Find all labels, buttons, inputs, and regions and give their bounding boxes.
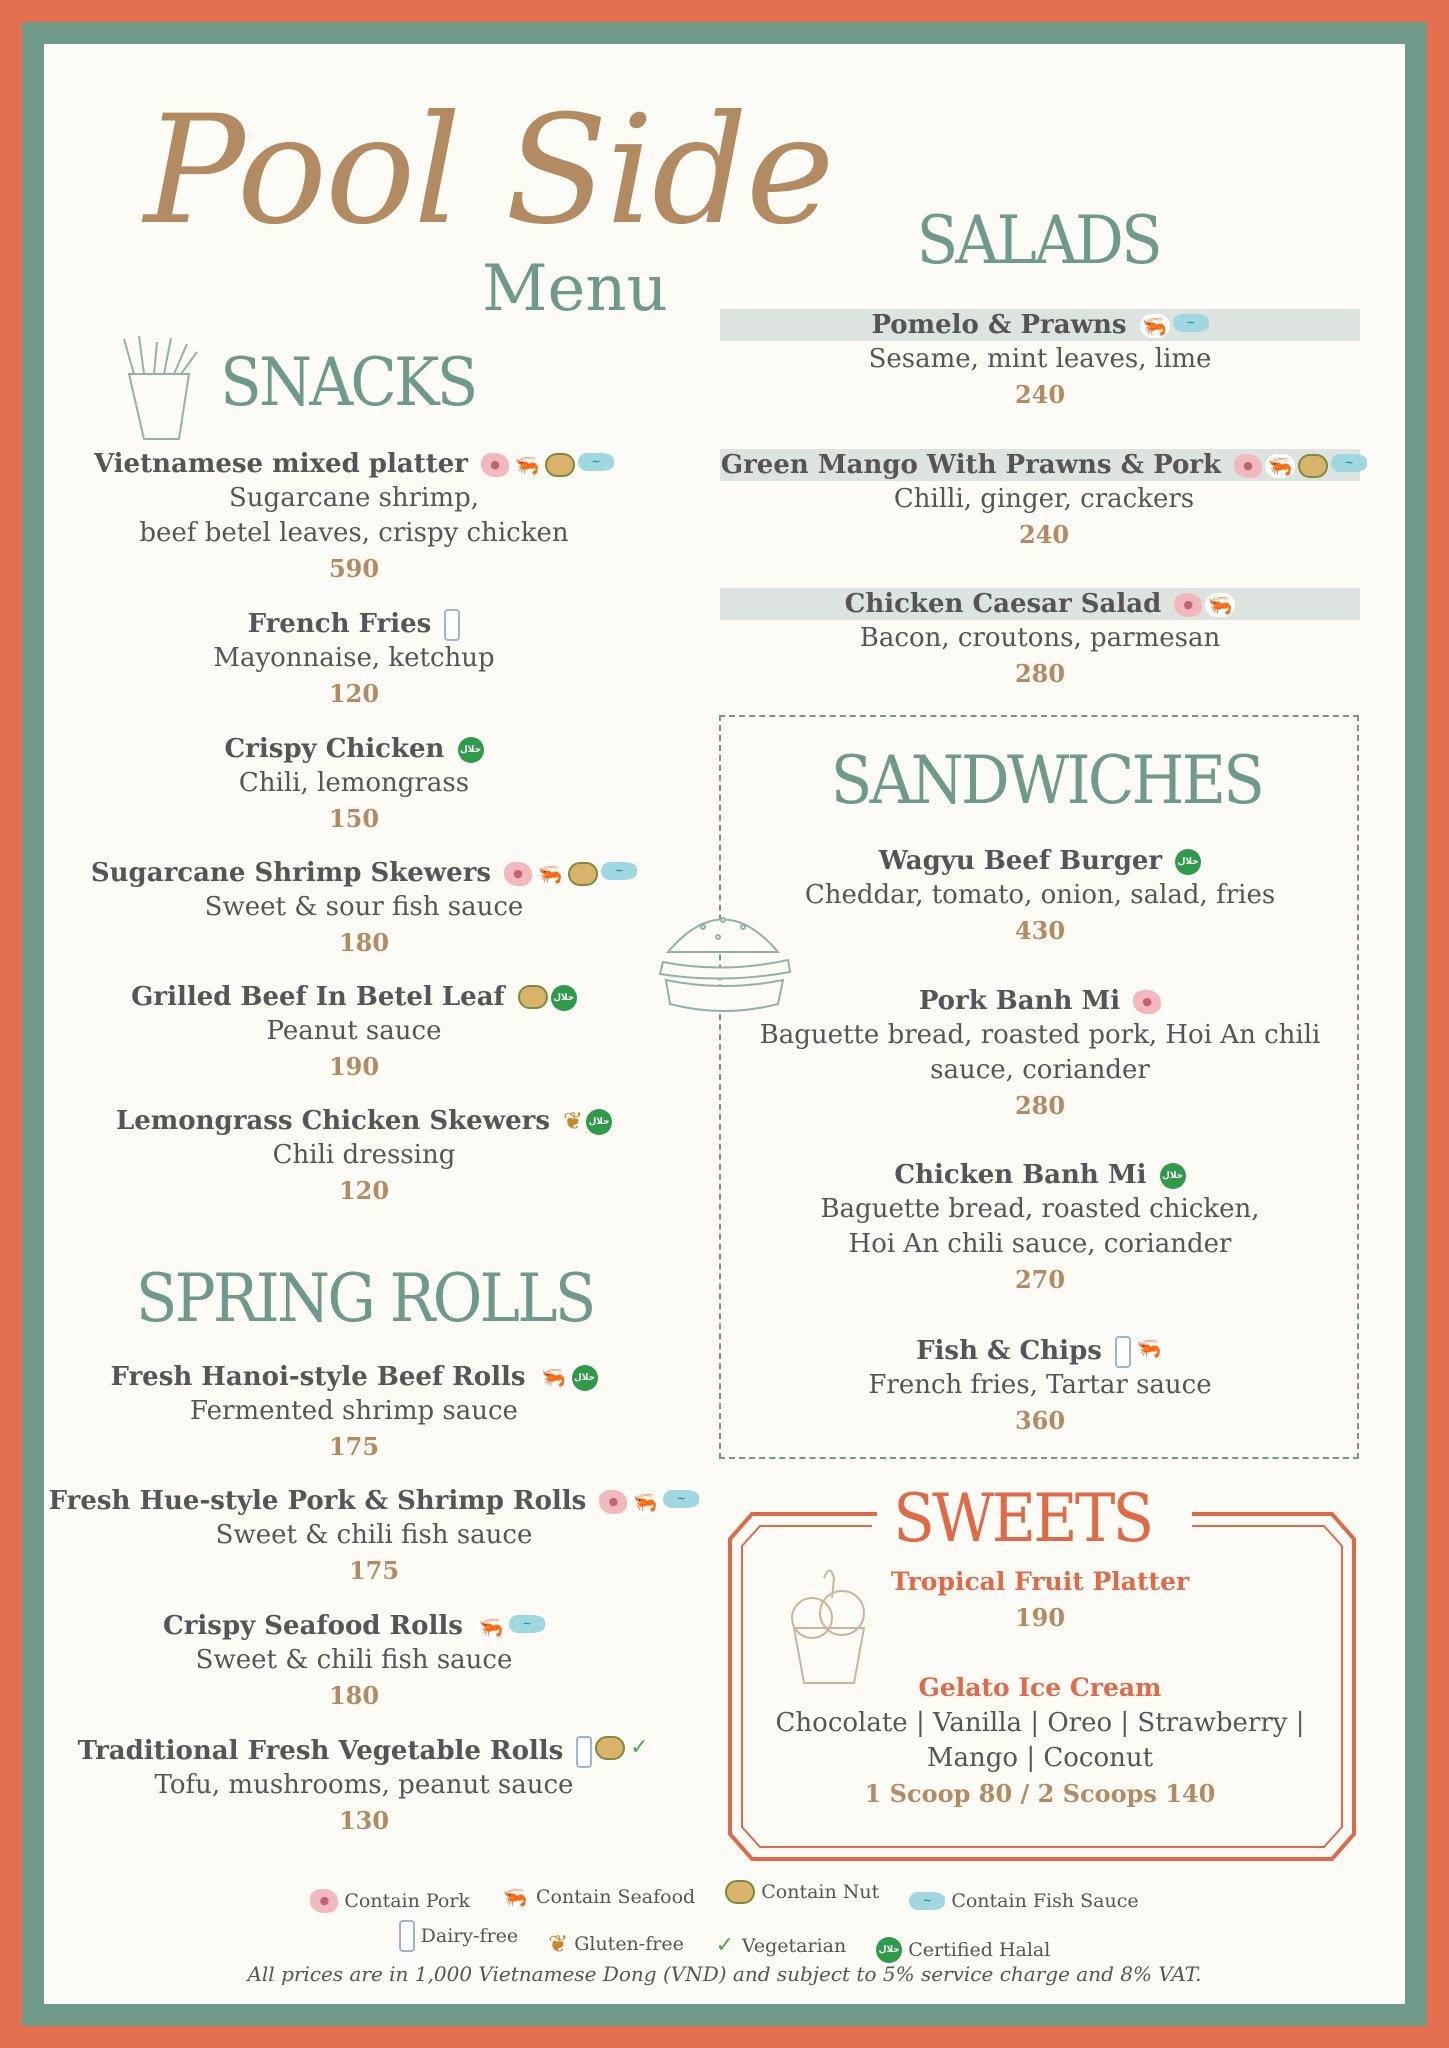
item-price: 120 — [338, 1176, 390, 1205]
snack-item — [64, 447, 644, 587]
item-description: Baguette bread, roasted pork, Hoi An chili — [759, 1020, 1321, 1050]
item-description: beef betel leaves, crispy chicken — [139, 518, 569, 548]
legend-label: Dairy-free — [420, 1925, 519, 1947]
sweets-heading: SWEETS — [893, 1480, 1152, 1557]
item-price: 280 — [1014, 1091, 1066, 1120]
item-name: Fresh Hanoi-style Beef Rolls — [110, 1362, 526, 1392]
fish-sauce-icon: ~ — [1173, 314, 1209, 332]
halal-icon: حلال — [876, 1937, 902, 1963]
sandwich-item — [720, 1334, 1360, 1439]
item-description: Sesame, mint leaves, lime — [868, 344, 1212, 374]
item-name: Pomelo & Prawns — [871, 310, 1127, 340]
nut-icon — [518, 985, 548, 1009]
item-price: 190 — [1014, 1603, 1066, 1632]
shrimp-icon: 🦐 — [1205, 593, 1235, 617]
item-description: Cheddar, tomato, onion, salad, fries — [804, 880, 1276, 910]
vegetarian-icon: ✓ — [715, 1933, 735, 1958]
halal-icon: حلال — [586, 1109, 612, 1135]
item-description: Baguette bread, roasted chicken, — [820, 1194, 1260, 1224]
fish-sauce-icon: ~ — [601, 862, 637, 880]
salad-item — [720, 308, 1360, 413]
halal-icon: حلال — [458, 737, 484, 763]
item-name: Crispy Seafood Rolls — [163, 1611, 463, 1641]
item-description: Sweet & chili fish sauce — [195, 1645, 513, 1675]
legend-row-1 — [44, 1880, 1405, 1913]
sandwich-item — [720, 984, 1360, 1124]
item-description: Peanut sauce — [266, 1016, 442, 1046]
fish-sauce-icon: ~ — [509, 1615, 545, 1633]
dairy-free-icon — [399, 1920, 415, 1952]
item-price: 130 — [338, 1806, 390, 1835]
item-name: Tropical Fruit Platter — [890, 1567, 1190, 1596]
nut-icon — [595, 1736, 625, 1760]
legend-label: Certified Halal — [908, 1939, 1051, 1961]
sweet-item — [720, 1564, 1360, 1636]
legend-label: Vegetarian — [741, 1934, 847, 1957]
item-name: Green Mango With Prawns & Pork — [720, 450, 1222, 480]
item-name: Fresh Hue-style Pork & Shrimp Rolls — [48, 1486, 587, 1516]
menu-subtitle: Menu — [482, 252, 668, 326]
item-name: Fish & Chips — [916, 1336, 1102, 1366]
item-name: Lemongrass Chicken Skewers — [115, 1106, 550, 1136]
item-description: Chili dressing — [272, 1140, 456, 1170]
item-description: Bacon, croutons, parmesan — [859, 623, 1221, 653]
item-price: 430 — [1014, 916, 1066, 945]
shrimp-icon: 🦐 — [476, 1615, 506, 1639]
spring-roll-item — [44, 1484, 704, 1589]
item-price: 120 — [328, 679, 380, 708]
item-name: French Fries — [247, 609, 432, 639]
item-name: Traditional Fresh Vegetable Rolls — [77, 1736, 564, 1766]
sweet-item — [720, 1670, 1360, 1812]
item-name: Grilled Beef In Betel Leaf — [131, 982, 505, 1012]
item-description: Mayonnaise, ketchup — [213, 643, 495, 673]
spring-roll-item — [64, 1360, 644, 1465]
item-price: 270 — [1014, 1265, 1066, 1294]
salad-item — [720, 587, 1360, 692]
price-note: All prices are in 1,000 Vietnamese Dong (VND) and subject to 5% service charge and 8% VAT. — [247, 1962, 1202, 1986]
shrimp-icon: 🦐 — [1140, 314, 1170, 338]
item-name: Chicken Banh Mi — [894, 1160, 1147, 1190]
item-description: Hoi An chili sauce, coriander — [848, 1229, 1232, 1259]
sandwich-item — [720, 844, 1360, 949]
item-description: Chilli, ginger, crackers — [893, 484, 1195, 514]
item-price: 150 — [328, 804, 380, 833]
nut-icon — [1298, 454, 1328, 478]
legend-label: Contain Seafood — [536, 1886, 696, 1908]
legend-label: Contain Nut — [761, 1881, 880, 1903]
nut-icon — [725, 1880, 755, 1904]
item-name: Wagyu Beef Burger — [878, 846, 1163, 876]
snack-item — [64, 980, 644, 1085]
sandwich-item — [720, 1158, 1360, 1298]
wheat-icon: ❦ — [563, 1107, 584, 1135]
item-price: 240 — [1014, 380, 1066, 409]
item-price: 180 — [328, 1681, 380, 1710]
halal-icon: حلال — [551, 985, 577, 1011]
item-price: 175 — [348, 1556, 400, 1585]
fish-sauce-icon: ~ — [909, 1892, 945, 1910]
dairy-free-icon — [1115, 1336, 1131, 1368]
shrimp-icon: 🦐 — [500, 1885, 530, 1909]
item-description: Sweet & sour fish sauce — [204, 892, 524, 922]
item-name: Vietnamese mixed platter — [93, 449, 468, 479]
item-description: French fries, Tartar sauce — [868, 1370, 1212, 1400]
snack-item — [64, 1104, 664, 1209]
halal-icon: حلال — [1160, 1163, 1186, 1189]
menu-title: Pool Side — [144, 84, 833, 258]
pork-icon: ● — [481, 453, 509, 477]
item-price: 180 — [338, 928, 390, 957]
pork-icon: ● — [599, 1490, 627, 1514]
item-price: 360 — [1014, 1406, 1066, 1435]
snack-item — [64, 607, 644, 712]
shrimp-icon: 🦐 — [1265, 454, 1295, 478]
salads-heading: SALADS — [916, 202, 1160, 279]
snack-item — [64, 856, 664, 961]
shrimp-icon: 🦐 — [512, 453, 542, 477]
vegetarian-icon: ✓ — [630, 1735, 649, 1760]
pork-icon: ● — [504, 862, 532, 886]
legend-label: Contain Fish Sauce — [951, 1889, 1139, 1912]
item-name: Chicken Caesar Salad — [844, 589, 1162, 619]
shrimp-icon: 🦐 — [1134, 1336, 1164, 1360]
dairy-free-icon — [576, 1736, 592, 1768]
pork-icon: ● — [310, 1889, 338, 1913]
dairy-free-icon — [444, 609, 460, 641]
item-price: 280 — [1014, 659, 1066, 688]
nut-icon — [568, 862, 598, 886]
item-name: Crispy Chicken — [224, 734, 445, 764]
spring-rolls-heading: SPRING ROLLS — [135, 1260, 594, 1337]
legend-row-2 — [44, 1920, 1405, 1963]
item-price: 590 — [328, 554, 380, 583]
snacks-heading: SNACKS — [220, 344, 476, 421]
halal-icon: حلال — [1175, 849, 1201, 875]
spring-roll-item — [64, 1609, 644, 1714]
pork-icon: ● — [1234, 454, 1262, 478]
spring-roll-item — [64, 1734, 664, 1839]
halal-icon: حلال — [572, 1365, 598, 1391]
legend-label: Contain Pork — [344, 1889, 470, 1912]
fish-sauce-icon: ~ — [663, 1490, 699, 1508]
item-price: 1 Scoop 80 / 2 Scoops 140 — [864, 1779, 1216, 1808]
salad-item — [704, 448, 1384, 553]
item-price: 190 — [328, 1052, 380, 1081]
item-description: Sweet & chili fish sauce — [215, 1520, 533, 1550]
item-description: Fermented shrimp sauce — [190, 1396, 518, 1426]
fish-sauce-icon: ~ — [1331, 454, 1367, 472]
item-description: Chocolate | Vanilla | Oreo | Strawberry | — [775, 1708, 1305, 1738]
shrimp-icon: 🦐 — [535, 862, 565, 886]
item-description: Mango | Coconut — [926, 1743, 1154, 1773]
pork-icon: ● — [1133, 990, 1161, 1014]
sandwiches-heading: SANDWICHES — [830, 742, 1263, 819]
nut-icon — [545, 453, 575, 477]
wheat-icon: ❦ — [548, 1930, 569, 1958]
item-name: Gelato Ice Cream — [918, 1673, 1162, 1702]
item-description: Sugarcane shrimp, — [229, 483, 479, 513]
menu-paper — [44, 44, 1405, 2004]
item-description: Tofu, mushrooms, peanut sauce — [154, 1770, 574, 1800]
item-name: Pork Banh Mi — [918, 986, 1121, 1016]
item-price: 175 — [328, 1432, 380, 1461]
item-description: Chili, lemongrass — [238, 768, 470, 798]
fish-sauce-icon: ~ — [578, 453, 614, 471]
shrimp-icon: 🦐 — [630, 1490, 660, 1514]
item-description: sauce, coriander — [930, 1055, 1150, 1085]
item-name: Sugarcane Shrimp Skewers — [90, 858, 492, 888]
snack-item — [64, 732, 644, 837]
item-price: 240 — [1018, 520, 1070, 549]
legend-label: Gluten-free — [574, 1933, 684, 1955]
shrimp-icon: 🦐 — [539, 1365, 569, 1389]
fries-illustration — [109, 334, 199, 444]
pork-icon: ● — [1174, 593, 1202, 617]
